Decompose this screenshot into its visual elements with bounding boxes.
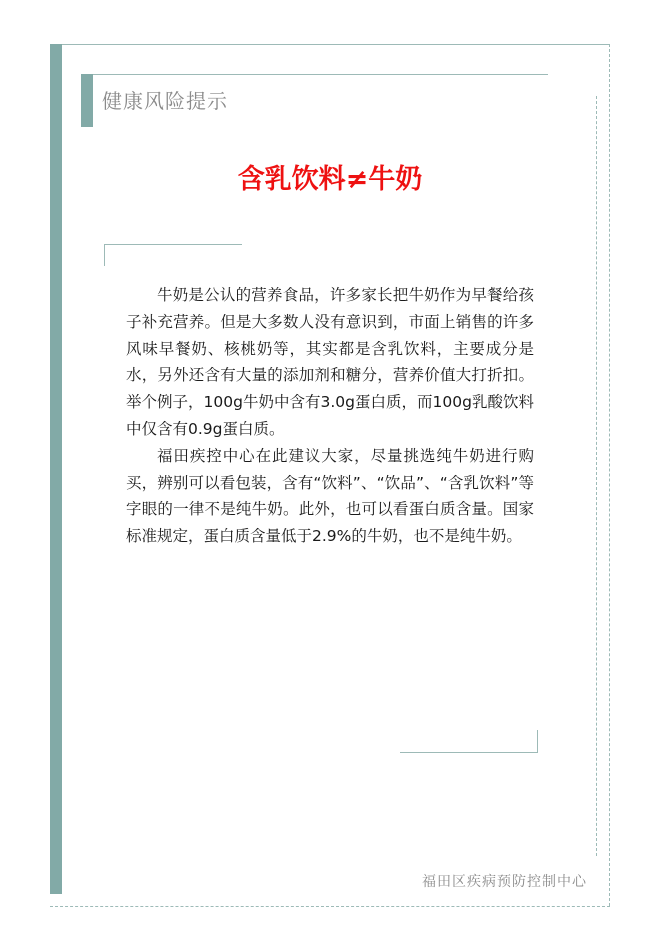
section-title: 健康风险提示 — [102, 89, 228, 113]
section-title-accent — [81, 74, 93, 127]
page-bottom-dashed-border — [50, 906, 610, 907]
page-top-border — [50, 44, 610, 45]
corner-bracket-bottom-right — [400, 752, 538, 753]
section-title-rule — [93, 74, 548, 75]
article-paragraph-2: 福田疾控中心在此建议大家，尽量挑选纯牛奶进行购买，辨别可以看包装，含有“饮料”、“饮品”、“含乳饮料”等字眼的一律不是纯牛奶。此外，也可以看蛋白质含量。国家标准规定，蛋白质含量低于2.9%的牛奶，也不是纯牛奶。 — [126, 446, 534, 546]
footer-organization: 福田区疾病预防控制中心 — [422, 874, 587, 890]
article-title: 含乳饮料≠牛奶 — [237, 164, 423, 195]
corner-bracket-bottom-right-vertical — [537, 730, 538, 752]
article-paragraph-1: 牛奶是公认的营养食品，许多家长把牛奶作为早餐给孩子补充营养。但是大多数人没有意识到，市面上销售的许多风味早餐奶、核桃奶等，其实都是含乳饮料，主要成分是水，另外还含有大量的添加剂和糖分，营养价值大打折扣。举个例子，100g牛奶中含有3.0g蛋白质，而100g乳酸饮料中仅含有0.9g蛋白质。 — [126, 286, 534, 438]
article-body — [126, 282, 534, 550]
inner-dashed-divider — [596, 96, 597, 856]
corner-bracket-top-left — [104, 244, 242, 245]
corner-bracket-top-left-vertical — [104, 244, 105, 266]
